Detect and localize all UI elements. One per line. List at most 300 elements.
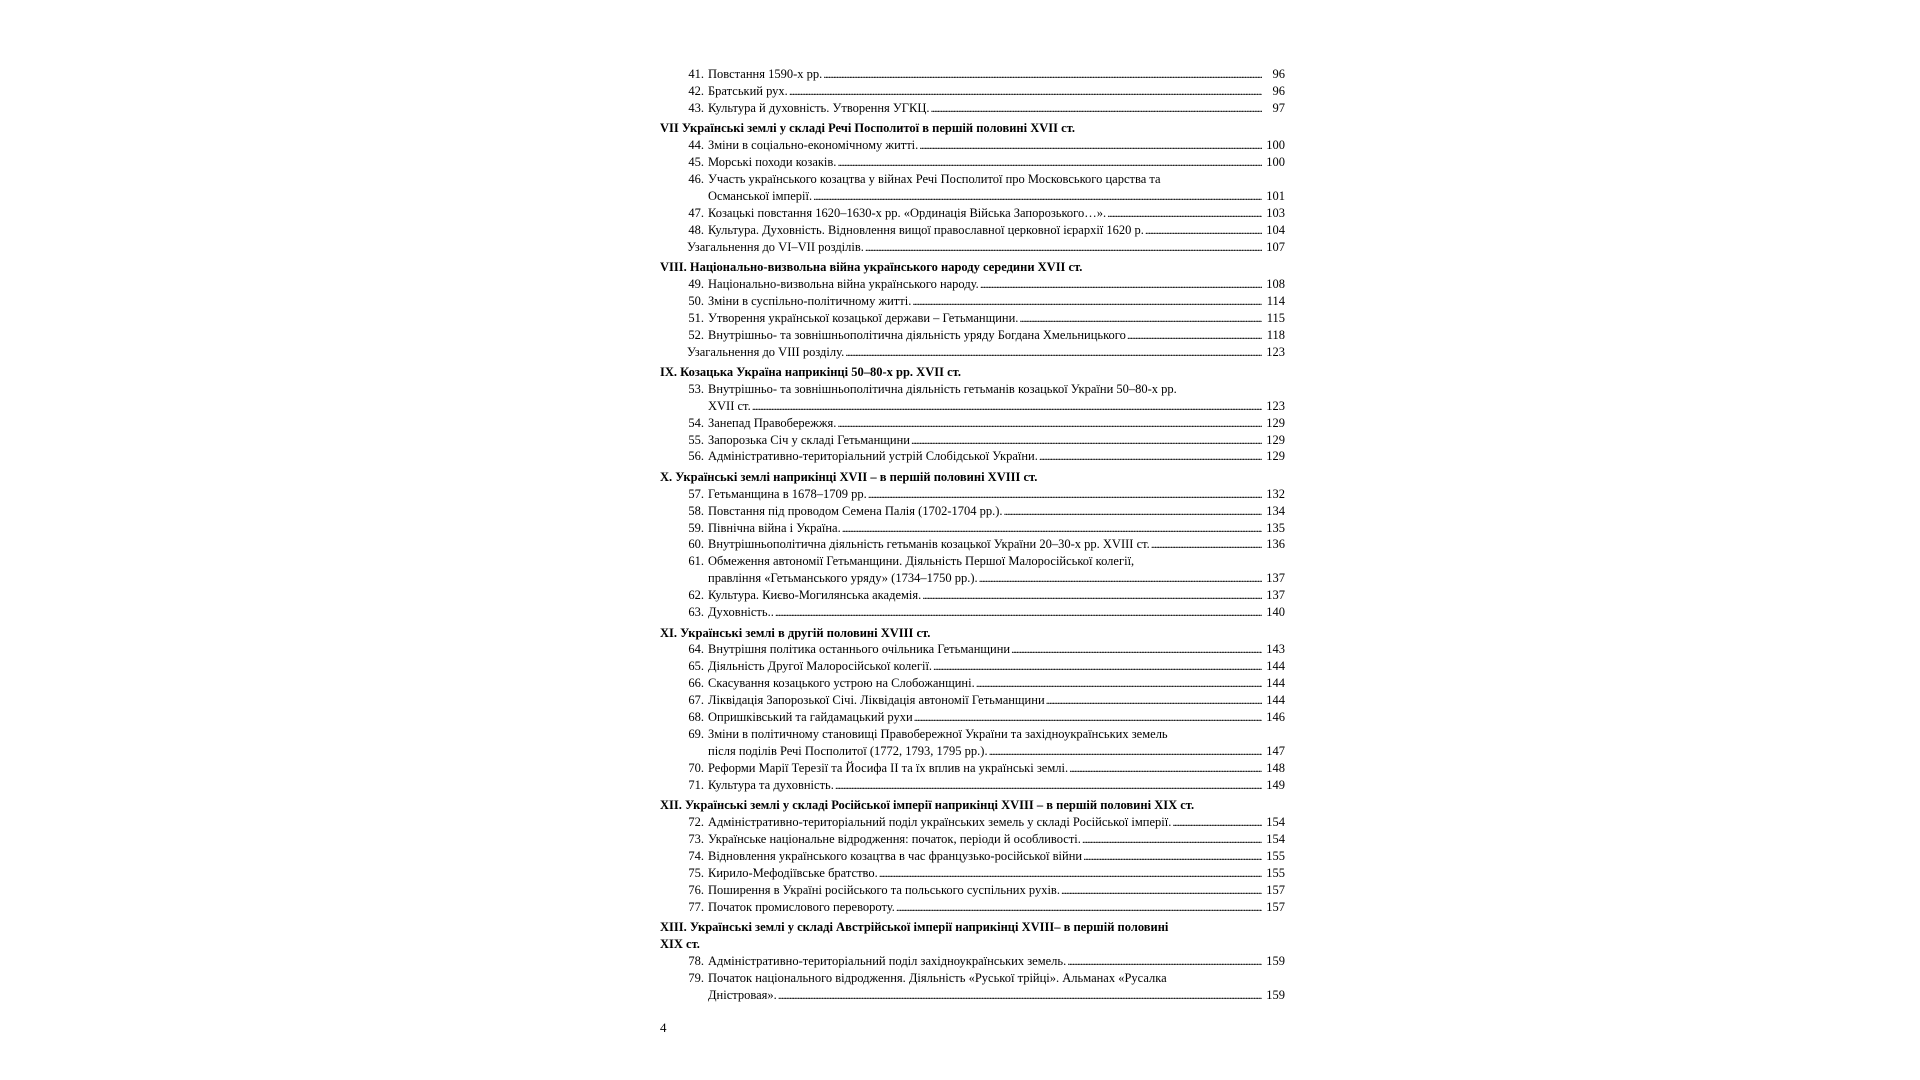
toc-entry[interactable] [660,553,1285,587]
entry-line [708,987,1285,1004]
dot-leader [922,587,1262,604]
entry-body [708,658,1285,675]
entry-page: 144 [1266,676,1285,691]
entry-title: Національно-визвольна війна українського народу. [708,276,979,291]
dot-leader [1151,536,1262,553]
entry-title: Адміністративно-територіальний устрій Слобідської України. [708,449,1038,464]
entry-title: Культура. Києво-Могилянська академія. [708,588,922,603]
entry-page: 129 [1266,449,1285,464]
entry-body [708,171,1285,205]
toc-entry[interactable] [660,953,1285,970]
dot-leader [896,899,1262,916]
entry-line [708,276,1285,293]
table-of-contents [660,66,1285,1003]
dot-leader [789,83,1262,100]
entry-page: 107 [1266,239,1285,254]
toc-entry[interactable] [660,520,1285,537]
entry-page: 132 [1266,486,1285,501]
entry-title: Поширення в Україні російського та польського суспільних рухів. [708,882,1060,897]
entry-line [708,692,1285,709]
entry-page: 159 [1266,953,1285,968]
toc-entry[interactable] [660,171,1285,205]
entry-body [708,726,1285,760]
section-heading [660,120,1285,137]
entry-page: 155 [1266,848,1285,863]
entry-body [708,100,1285,117]
dot-leader [911,432,1262,449]
entry-line [708,760,1285,777]
dot-leader [933,658,1262,675]
entry-number: 43. [688,100,704,115]
entry-line [708,658,1285,675]
entry-body [708,604,1285,621]
entry-line [708,100,1285,117]
entry-body [708,641,1285,658]
toc-entry[interactable] [660,448,1285,465]
entry-body [708,760,1285,777]
entry-number: 54. [688,415,704,430]
toc-entry[interactable] [660,222,1285,239]
dot-leader [823,66,1262,83]
toc-entry[interactable] [660,899,1285,916]
entry-title: Реформи Марії Терезії та Йосифа ІІ та їх вплив на українські землі. [708,760,1069,775]
entry-page: 108 [1266,276,1285,291]
dot-leader [1019,310,1262,327]
section-title: XI. Українські землі в другій половині XVIII ст. [660,625,931,640]
toc-entry[interactable] [660,882,1285,899]
entry-line [708,415,1285,432]
entry-line [708,205,1285,222]
entry-title: Повстання 1590-х рр. [708,67,823,81]
entry-title: Опришківський та гайдамацький рухи [708,710,913,725]
entry-line [708,310,1285,327]
entry-number: 55. [688,432,704,447]
entry-line [708,777,1285,794]
entry-line [687,344,1285,361]
entry-body [708,154,1285,171]
entry-number: 48. [688,222,704,237]
entry-line [708,154,1285,171]
entry-page: 129 [1266,415,1285,430]
toc-entry[interactable] [660,604,1285,621]
dot-leader [868,486,1262,503]
dot-leader [1004,503,1262,520]
entry-number: 70. [688,760,704,775]
toc-entry[interactable] [660,587,1285,604]
entry-page: 101 [1266,188,1285,203]
section-heading [660,797,1285,814]
entry-body [687,344,1285,361]
toc-entry[interactable] [660,692,1285,709]
entry-number: 60. [688,537,704,552]
entry-page: 100 [1266,155,1285,170]
dot-leader [1145,222,1262,239]
entry-body [708,381,1285,415]
entry-page: 149 [1266,777,1285,792]
entry-page: 144 [1266,693,1285,708]
entry-number: 58. [688,503,704,518]
entry-number: 50. [688,293,704,308]
dot-leader [837,415,1262,432]
toc-entry[interactable] [660,310,1285,327]
entry-body [687,239,1285,256]
entry-page: 135 [1266,520,1285,535]
entry-title: Зміни в політичному становищі Правобережної України та західноукраїнських земель [708,726,1168,741]
dot-leader [989,743,1262,760]
entry-number: 61. [688,554,704,569]
entry-title: правління «Гетьманського уряду» (1734–1750 рр.). [708,571,978,586]
entry-title: Узагальнення до VIII розділу. [687,344,845,359]
entry-title: Дністровая». [708,987,777,1002]
dot-leader [1046,692,1262,709]
entry-line [708,503,1285,520]
toc-entry[interactable] [660,66,1285,83]
dot-leader [842,520,1262,537]
dot-leader [879,865,1262,882]
entry-line [708,709,1285,726]
entry-line [708,486,1285,503]
entry-number: 65. [688,659,704,674]
entry-number: 71. [688,777,704,792]
entry-page: 146 [1266,710,1285,725]
dot-leader [1067,953,1262,970]
entry-page: 147 [1266,743,1285,758]
entry-line [687,239,1285,256]
toc-entry[interactable] [660,831,1285,848]
entry-number: 63. [688,605,704,620]
entry-body [708,675,1285,692]
entry-page: 137 [1266,571,1285,586]
entry-number: 51. [688,310,704,325]
entry-line [708,570,1285,587]
entry-title: Запорозька Січ у складі Гетьманщини [708,432,910,447]
entry-number: 77. [688,899,704,914]
entry-title: Повстання під проводом Семена Палія (1702-1704 рр.). [708,503,1003,518]
entry-number: 69. [688,726,704,741]
entry-page: 157 [1266,882,1285,897]
entry-body [708,503,1285,520]
entry-line [708,66,1285,83]
dot-leader [931,100,1262,117]
section-heading [660,364,1285,381]
toc-entry[interactable] [660,415,1285,432]
entry-line [708,398,1285,415]
entry-number: 49. [688,276,704,291]
toc-entry[interactable] [660,970,1285,1004]
entry-number: 45. [688,155,704,170]
toc-entry[interactable] [660,100,1285,117]
entry-line [708,520,1285,537]
dot-leader [835,777,1262,794]
entry-page: 129 [1266,432,1285,447]
entry-line [708,171,1285,188]
entry-page: 143 [1266,642,1285,657]
entry-page: 104 [1266,222,1285,237]
entry-title: Культура та духовність. [708,777,834,792]
toc-entry[interactable] [660,848,1285,865]
entry-page: 154 [1266,814,1285,829]
section-heading [660,625,1285,642]
toc-entry[interactable] [660,641,1285,658]
entry-line [708,222,1285,239]
entry-page: 103 [1266,205,1285,220]
entry-line [708,536,1285,553]
toc-entry[interactable] [660,777,1285,794]
entry-title: Відновлення українського козацтва в час французько-російської війни [708,848,1083,863]
entry-body [708,587,1285,604]
entry-body [708,137,1285,154]
entry-title: Кирило-Мефодіївське братство. [708,865,878,880]
entry-title: Культура й духовність. Утворення УГКЦ. [708,100,930,115]
toc-entry[interactable] [660,503,1285,520]
entry-line [708,188,1285,205]
entry-title: Утворення української козацької держави – Гетьманщини. [708,310,1019,325]
entry-number: 42. [688,83,704,98]
entry-number: 64. [688,642,704,657]
entry-number: 68. [688,710,704,725]
dot-leader [813,188,1262,205]
entry-body [708,66,1285,83]
entry-page: 100 [1266,138,1285,153]
entry-body [708,415,1285,432]
entry-number: 53. [688,381,704,396]
entry-title: Зміни в суспільно-політичному житті. [708,293,912,308]
entry-number: 67. [688,693,704,708]
dot-leader [1069,760,1262,777]
toc-entry[interactable] [660,293,1285,310]
dot-leader [914,709,1262,726]
toc-summary[interactable] [660,344,1285,361]
entry-page: 118 [1266,327,1285,342]
entry-title: Зміни в соціально-економічному житті. [708,138,919,153]
dot-leader [837,154,1262,171]
section-heading [660,469,1285,486]
entry-body [708,814,1285,831]
entry-line [708,970,1285,987]
entry-page: 157 [1266,899,1285,914]
entry-line [708,641,1285,658]
entry-line [708,587,1285,604]
dot-leader [919,137,1262,154]
toc-entry[interactable] [660,658,1285,675]
toc-entry[interactable] [660,814,1285,831]
dot-leader [1011,641,1262,658]
entry-title: Діяльність Другої Малоросійської колегії. [708,659,933,674]
toc-entry[interactable] [660,675,1285,692]
toc-entry[interactable] [660,137,1285,154]
entry-page: 154 [1266,831,1285,846]
entry-title: Внутрішньо- та зовнішньополітична діяльність гетьманів козацької України 50–80-х рр. [708,381,1177,396]
entry-body [708,777,1285,794]
entry-page: 97 [1272,100,1285,115]
entry-body [708,432,1285,449]
entry-body [708,83,1285,100]
entry-line [708,293,1285,310]
dot-leader [1083,848,1262,865]
entry-line [708,814,1285,831]
dot-leader [865,239,1262,256]
entry-title: Узагальнення до VI–VII розділів. [687,239,864,254]
entry-number: 59. [688,520,704,535]
entry-number: 79. [688,970,704,985]
entry-page: 96 [1272,83,1285,98]
entry-body [708,520,1285,537]
entry-page: 115 [1266,310,1285,325]
entry-body [708,899,1285,916]
dot-leader [912,293,1262,310]
dot-leader [1082,831,1262,848]
entry-page: 148 [1266,760,1285,775]
entry-number: 41. [688,67,704,81]
toc-entry[interactable] [660,432,1285,449]
entry-number: 78. [688,953,704,968]
dot-leader [1127,327,1262,344]
entry-page: 144 [1266,659,1285,674]
section-heading [660,259,1285,276]
entry-body [708,222,1285,239]
entry-title: Участь українського козацтва у війнах Речі Посполитої про Московського царства та [708,171,1161,186]
toc-summary[interactable] [660,239,1285,256]
entry-body [708,276,1285,293]
entry-title: Українське національне відродження: початок, періоди й особливості. [708,831,1081,846]
section-title: XII. Українські землі у складі Російської імперії наприкінці XVIII – в першій половині XIX ст. [660,798,1195,813]
entry-number: 47. [688,205,704,220]
entry-body [708,293,1285,310]
dot-leader [845,344,1262,361]
section-title: VII Українські землі у складі Речі Посполитої в першій половині XVII ст. [660,121,1075,136]
entry-number: 73. [688,831,704,846]
entry-title: Морські походи козаків. [708,155,837,170]
section-title: X. Українські землі наприкінці XVII – в першій половині XVIII ст. [660,469,1038,484]
toc-entry[interactable] [660,154,1285,171]
entry-body [708,709,1285,726]
dot-leader [1061,882,1262,899]
entry-line [708,743,1285,760]
entry-title: Ліквідація Запорозької Січі. Ліквідація автономії Гетьманщини [708,693,1045,708]
entry-line [708,137,1285,154]
toc-entry[interactable] [660,276,1285,293]
toc-entry[interactable] [660,536,1285,553]
entry-body [708,953,1285,970]
entry-page: 137 [1266,588,1285,603]
page-number: 4 [660,1020,667,1035]
entry-number: 66. [688,676,704,691]
entry-body [708,486,1285,503]
entry-title: Османської імперії. [708,188,813,203]
entry-page: 123 [1266,398,1285,413]
section-title: XIII. Українські землі у складі Австрійської імперії наприкінці XVIII– в першій половині [660,919,1169,934]
entry-line [708,83,1285,100]
dot-leader [980,276,1262,293]
entry-number: 72. [688,814,704,829]
entry-page: 123 [1266,344,1285,359]
toc-entry[interactable] [660,205,1285,222]
entry-title: Культура. Духовність. Відновлення вищої православної церковної ієрархії 1620 р. [708,222,1144,237]
entry-body [708,536,1285,553]
entry-body [708,310,1285,327]
toc-entry[interactable] [660,83,1285,100]
entry-title: Братський рух. [708,83,788,98]
section-title-continued: XIX ст. [660,936,700,951]
entry-body [708,831,1285,848]
entry-title: Початок національного відродження. Діяльність «Руської трійці». Альманах «Русалка [708,970,1167,985]
toc-entry[interactable] [660,865,1285,882]
toc-entry[interactable] [660,327,1285,344]
entry-body [708,848,1285,865]
entry-number: 62. [688,588,704,603]
toc-entry[interactable] [660,709,1285,726]
section-title: IX. Козацька Україна наприкінці 50–80-х рр. XVII ст. [660,364,961,379]
entry-line [708,848,1285,865]
section-heading [660,919,1285,953]
entry-title: Північна війна і Україна. [708,520,841,535]
toc-entry[interactable] [660,726,1285,760]
entry-page: 140 [1266,605,1285,620]
entry-page: 159 [1266,987,1285,1002]
entry-page: 96 [1272,67,1285,81]
entry-number: 57. [688,486,704,501]
entry-line [708,553,1285,570]
entry-line [708,953,1285,970]
entry-line [708,882,1285,899]
entry-line [708,604,1285,621]
entry-body [708,448,1285,465]
entry-number: 46. [688,171,704,186]
entry-title: Козацькі повстання 1620–1630-х рр. «Ординація Війська Запорозького…». [708,205,1107,220]
entry-body [708,970,1285,1004]
entry-title: Обмеження автономії Гетьманщини. Діяльність Першої Малоросійської колегії, [708,554,1135,569]
entry-title: Початок промислового перевороту. [708,899,895,914]
entry-line [708,432,1285,449]
entry-line [708,327,1285,344]
entry-page: 114 [1266,293,1285,308]
dot-leader [1172,814,1262,831]
entry-body [708,205,1285,222]
entry-number: 75. [688,865,704,880]
entry-title: Внутрішньополітична діяльність гетьманів козацької України 20–30-х рр. XVIII ст. [708,537,1150,552]
entry-page: 134 [1266,503,1285,518]
dot-leader [976,675,1262,692]
entry-title: після поділів Речі Посполитої (1772, 1793, 1795 рр.). [708,743,988,758]
entry-line [708,726,1285,743]
entry-page: 155 [1266,865,1285,880]
entry-line [708,899,1285,916]
dot-leader [752,398,1262,415]
dot-leader [979,570,1262,587]
entry-body [708,882,1285,899]
dot-leader [1039,448,1262,465]
dot-leader [1107,205,1262,222]
dot-leader [775,604,1262,621]
toc-entry[interactable] [660,760,1285,777]
toc-entry[interactable] [660,381,1285,415]
dot-leader [778,987,1262,1004]
entry-title: Скасування козацького устрою на Слобожанщині. [708,676,975,691]
entry-number: 76. [688,882,704,897]
entry-number: 74. [688,848,704,863]
entry-number: 44. [688,138,704,153]
toc-entry[interactable] [660,486,1285,503]
entry-title: Занепад Правобережжя. [708,415,837,430]
entry-body [708,553,1285,587]
entry-line [708,675,1285,692]
entry-title: Духовність.. [708,605,774,620]
entry-title: Внутрішня політика останнього очільника Гетьманщини [708,642,1011,657]
entry-title: Адміністративно-територіальний поділ українських земель у складі Російської імперії. [708,814,1172,829]
entry-line [708,865,1285,882]
entry-number: 56. [688,449,704,464]
entry-title: XVII ст. [708,398,751,413]
